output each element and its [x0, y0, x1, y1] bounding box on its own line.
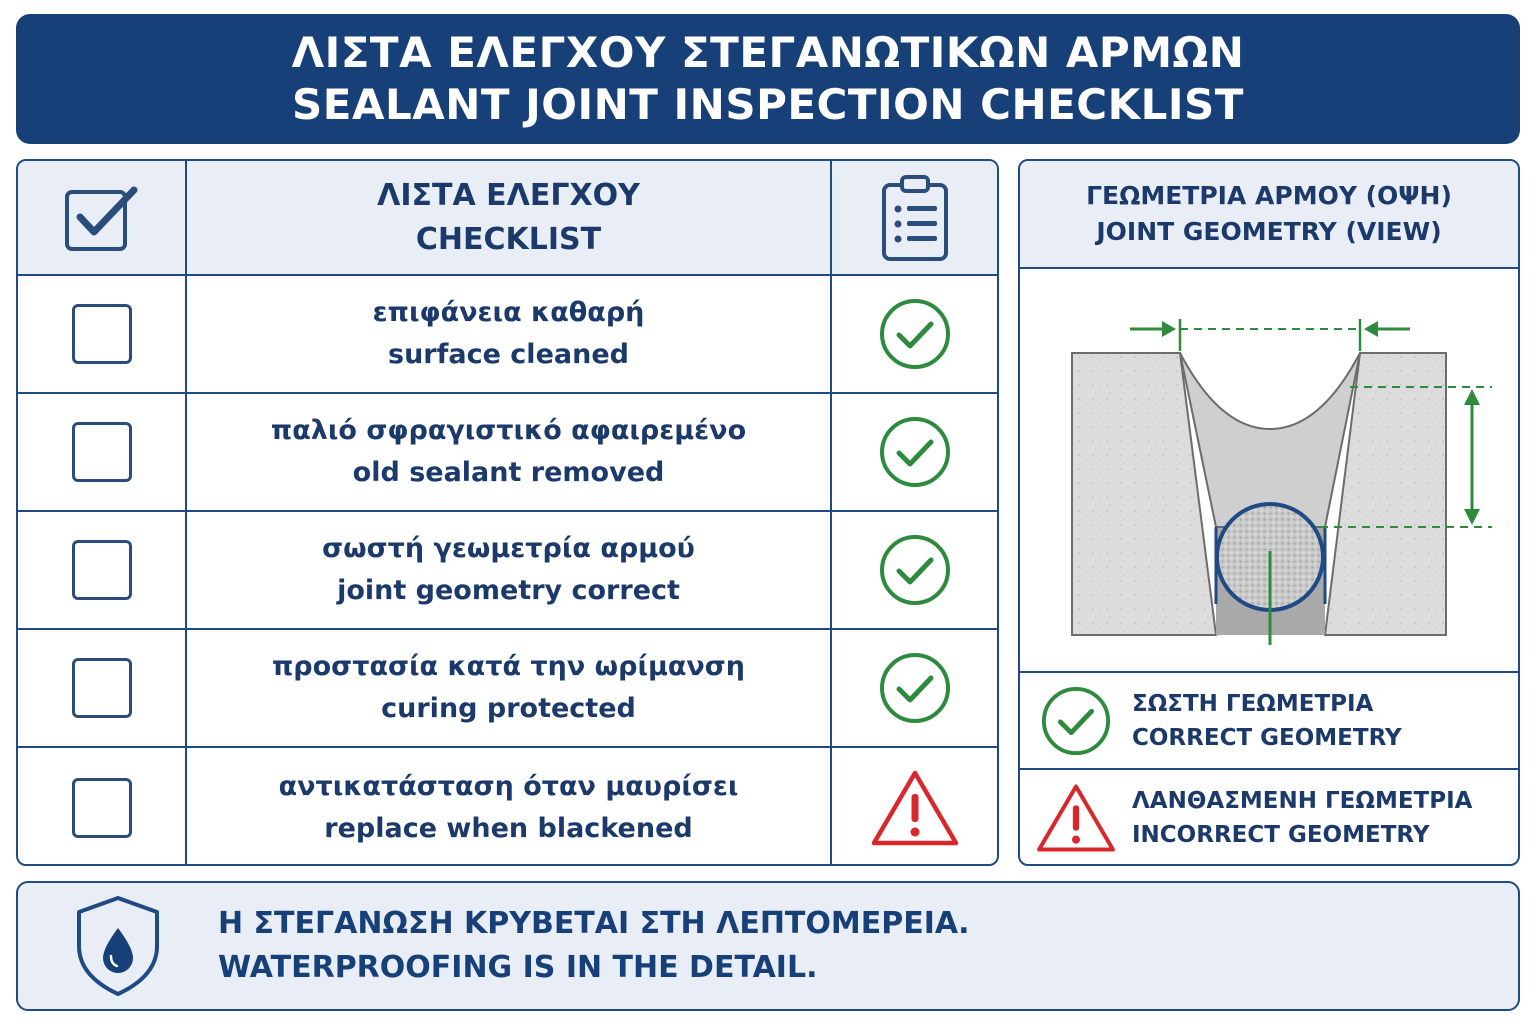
checklist-item: [18, 512, 997, 630]
checklist-item: [18, 748, 997, 866]
checklist-item: [18, 276, 997, 394]
legend-correct-english: CORRECT GEOMETRY: [1132, 724, 1402, 751]
item-label-english: curing protected: [381, 693, 636, 724]
shield-water-drop-icon: [73, 894, 163, 998]
check-circle-icon: [1040, 685, 1112, 757]
footer-banner: [16, 881, 1520, 1011]
warning-triangle-icon: [1035, 782, 1117, 854]
legend-incorrect-greek: ΛΑΝΘΑΣΜΕΝΗ ΓΕΩΜΕΤΡΙΑ: [1132, 788, 1473, 814]
legend-incorrect: [1020, 770, 1518, 866]
item-label-english: joint geometry correct: [337, 575, 680, 606]
clipboard-icon: [880, 173, 950, 263]
checkbox[interactable]: [72, 422, 132, 482]
joint-cross-section-drawing: [1020, 269, 1518, 671]
checklist-header-english: CHECKLIST: [415, 221, 602, 257]
checklist-table: [16, 159, 999, 866]
page-header: [16, 14, 1520, 144]
checklist-item: [18, 630, 997, 748]
geometry-title-english: JOINT GEOMETRY (VIEW): [1096, 217, 1442, 246]
item-label-english: old sealant removed: [352, 457, 665, 488]
page-title-greek: ΛΙΣΤΑ ΕΛΕΓΧΟΥ ΣΤΕΓΑΝΩΤΙΚΩΝ ΑΡΜΩΝ: [291, 28, 1245, 77]
joint-section-diagram: [1020, 269, 1518, 673]
check-circle-icon: [878, 651, 952, 725]
checkbox[interactable]: [72, 540, 132, 600]
checklist-header-greek: ΛΙΣΤΑ ΕΛΕΓΧΟΥ: [377, 177, 640, 213]
footer-line-greek: Η ΣΤΕΓΑΝΩΣΗ ΚΡΥΒΕΤΑΙ ΣΤΗ ΛΕΠΤΟΜΕΡΕΙΑ.: [218, 906, 970, 941]
legend-correct-greek: ΣΩΣΤΗ ΓΕΩΜΕΤΡΙΑ: [1132, 690, 1374, 717]
item-label-english: surface cleaned: [388, 339, 629, 370]
geometry-header: [1020, 161, 1518, 269]
footer-line-english: WATERPROOFING IS IN THE DETAIL.: [218, 950, 818, 985]
check-circle-icon: [878, 533, 952, 607]
check-circle-icon: [878, 297, 952, 371]
check-circle-icon: [878, 415, 952, 489]
checkbox[interactable]: [72, 658, 132, 718]
warning-triangle-icon: [870, 768, 960, 848]
geometry-title-greek: ΓΕΩΜΕΤΡΙΑ ΑΡΜΟΥ (ΟΨΗ): [1086, 181, 1452, 210]
item-label-greek: παλιό σφραγιστικό αφαιρεμένο: [270, 415, 747, 446]
item-label-greek: αντικατάσταση όταν μαυρίσει: [278, 771, 739, 802]
page-title-english: SEALANT JOINT INSPECTION CHECKLIST: [292, 80, 1244, 129]
checklist-header-row: [18, 161, 997, 276]
checkbox[interactable]: [72, 304, 132, 364]
legend-correct: [1020, 673, 1518, 770]
checklist-item: [18, 394, 997, 512]
item-label-greek: προστασία κατά την ωρίμανση: [271, 651, 746, 682]
item-label-greek: σωστή γεωμετρία αρμού: [322, 533, 695, 564]
joint-geometry-panel: [1018, 159, 1520, 866]
checkbox[interactable]: [72, 778, 132, 838]
item-label-english: replace when blackened: [324, 813, 693, 844]
legend-incorrect-english: INCORRECT GEOMETRY: [1132, 822, 1430, 848]
item-label-greek: επιφάνεια καθαρή: [372, 297, 645, 328]
checked-box-icon: [64, 184, 140, 252]
